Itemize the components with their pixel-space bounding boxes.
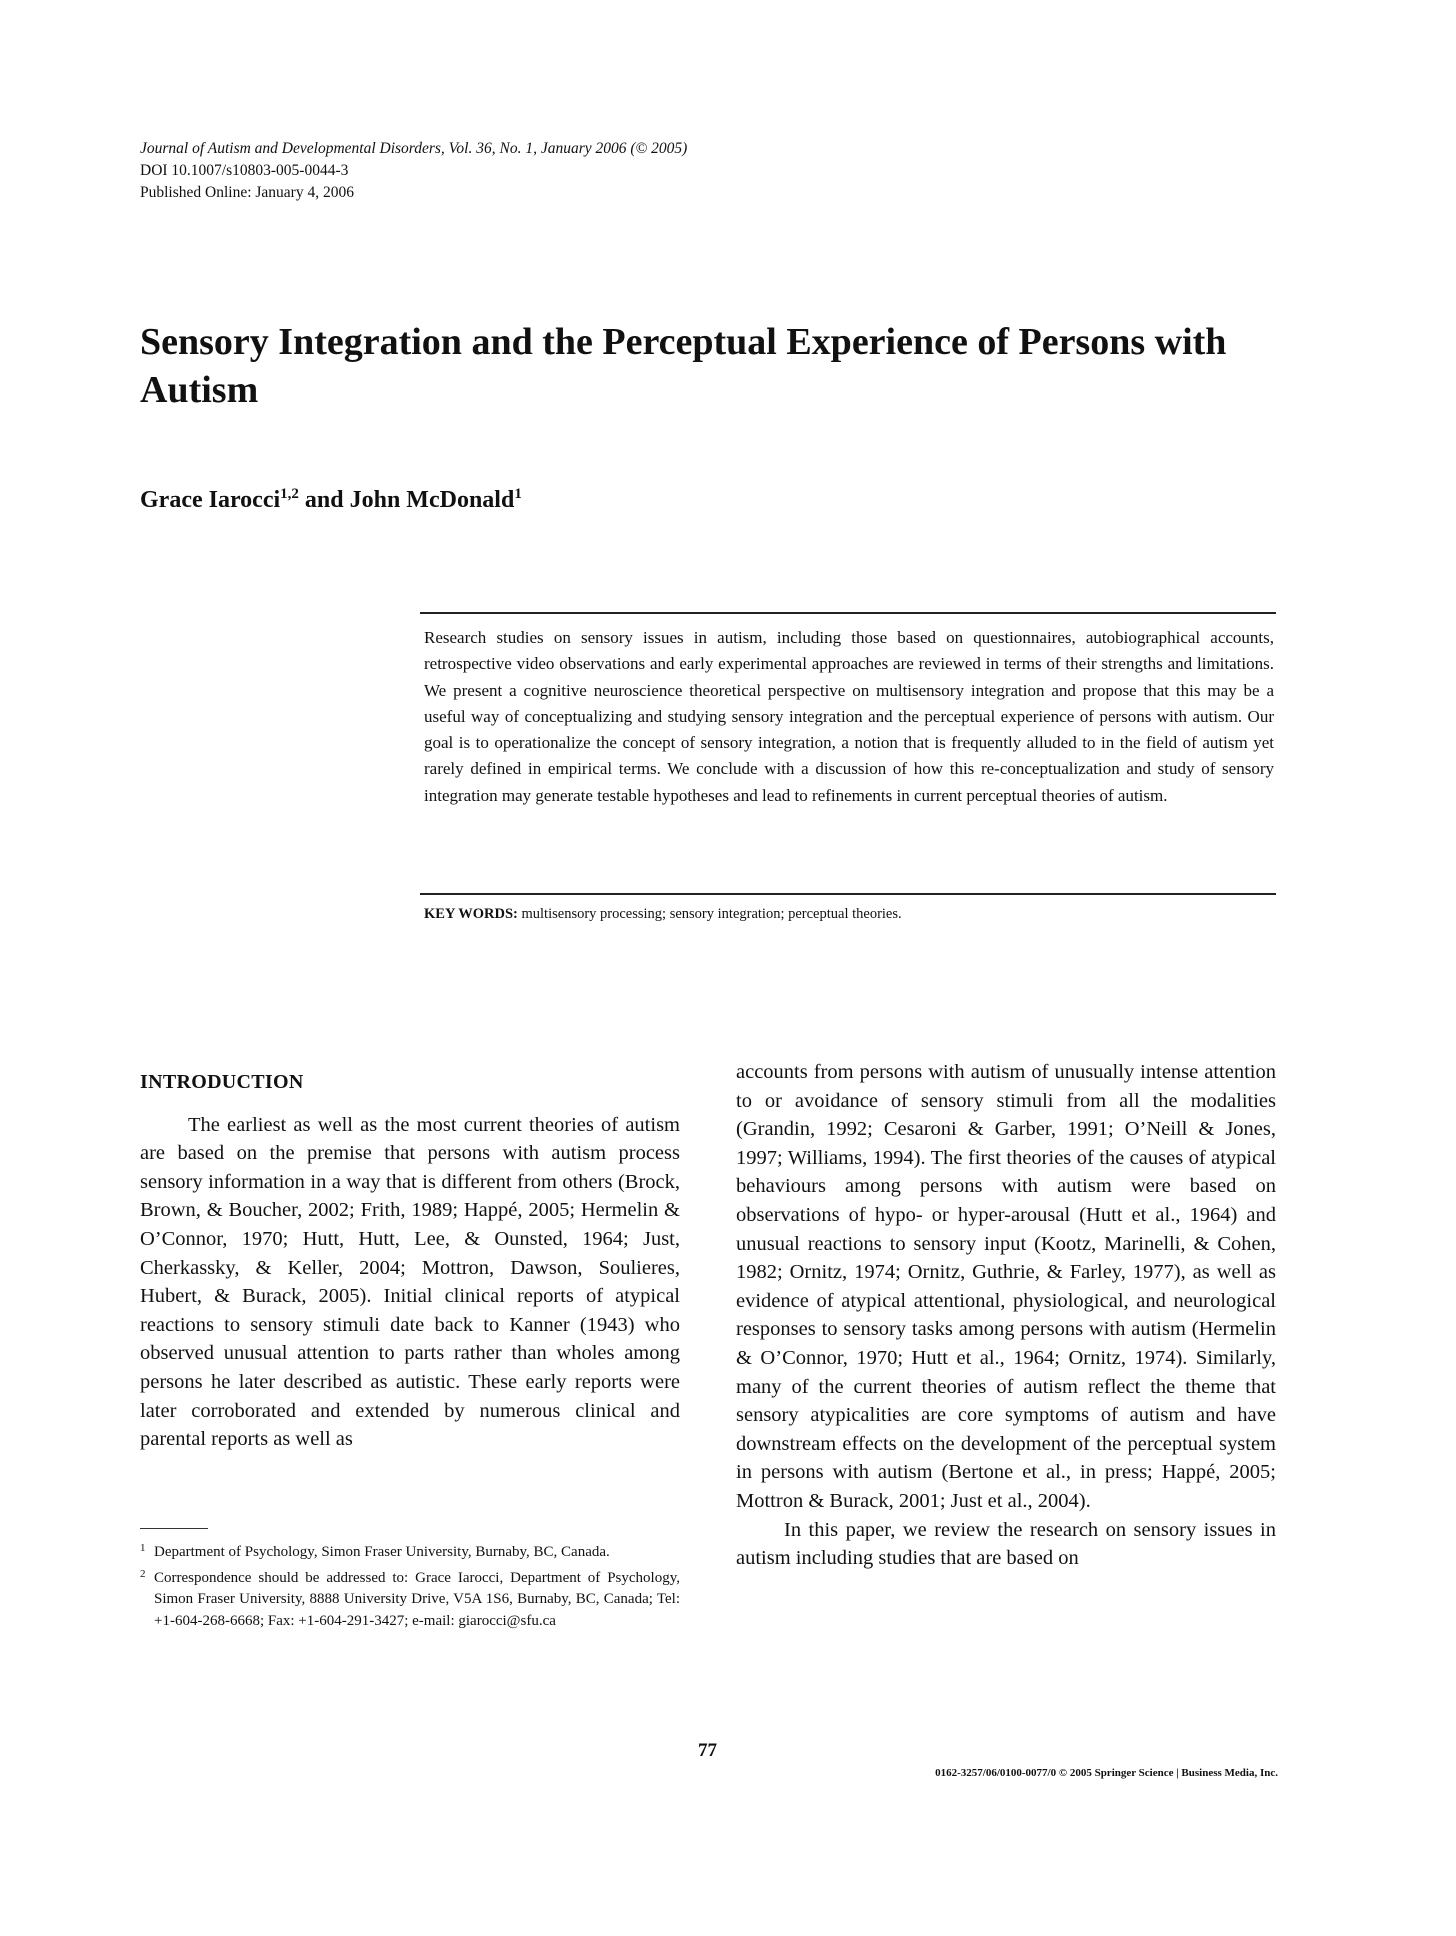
- body-paragraph: accounts from persons with autism of unusually intense attention to or avoidance of sensory stimuli from all the modalities (Grandin, 1992; Cesaroni & Garber, 1991; O’Neill & Jones, 1997; Williams, 1994). The first theories of the causes of atypical behaviours among persons with autism were based on observations of hypo- or hyper-arousal (Hutt et al., 1964) and unusual reactions to sensory input (Kootz, Marinelli, & Cohen, 1982; Ornitz, 1974; Ornitz, Guthrie, & Farley, 1977), as well as evidence of atypical attentional, physiological, and neurological responses to sensory tasks among persons with autism (Hermelin & O’Connor, 1970; Hutt et al., 1964; Ornitz, 1974). Similarly, many of the current theories of autism reflect the theme that sensory atypicalities are core symptoms of autism and have downstream effects on the development of the perceptual system in persons with autism (Bertone et al., in press; Happé, 2005; Mottron & Burack, 2001; Just et al., 2004).: [736, 1061, 1276, 1512]
- author-list: [140, 486, 522, 514]
- published-date: Published Online: January 4, 2006: [140, 184, 354, 201]
- left-column: [140, 1068, 680, 1454]
- journal-citation: Journal of Autism and Developmental Disorders, Vol. 36, No. 1, January 2006 (© 2005): [140, 140, 688, 157]
- abstract: Research studies on sensory issues in autism, including those based on questionnaires, autobiographical accounts, retrospective video observations and early experimental approaches are reviewed in terms of their strengths and limitations. We present a cognitive neuroscience theoretical perspective on multisensory integration and propose that this may be a useful way of conceptualizing and studying sensory integration and the perceptual experience of persons with autism. Our goal is to operationalize the concept of sensory integration, a notion that is frequently alluded to in the field of autism yet rarely defined in empirical terms. We conclude with a discussion of how this re-conceptualization and study of sensory integration may generate testable hypotheses and lead to refinements in current perceptual theories of autism.: [424, 628, 1274, 805]
- keywords-text: multisensory processing; sensory integration; perceptual theories.: [521, 906, 902, 922]
- footnote-mark: 2: [140, 1567, 146, 1580]
- right-column: [736, 1058, 1276, 1573]
- paper-title: Sensory Integration and the Perceptual Experience of Persons with Autism: [140, 321, 1227, 411]
- copyright-line: 0162-3257/06/0100-0077/0 © 2005 Springer Science | Business Media, Inc.: [935, 1767, 1278, 1779]
- footnote: [140, 1568, 680, 1633]
- section-heading: INTRODUCTION: [140, 1071, 304, 1093]
- journal-header: [140, 138, 687, 204]
- page-number: 77: [698, 1740, 717, 1761]
- footnote: [140, 1542, 680, 1564]
- abstract-bottom-rule: [420, 893, 1276, 895]
- author-name: Grace Iarocci: [140, 487, 281, 513]
- keywords: [424, 906, 1274, 923]
- keywords-label: KEY WORDS:: [424, 906, 518, 922]
- footnotes: [140, 1542, 680, 1636]
- author-name: John McDonald: [349, 487, 515, 513]
- footnote-text: Department of Psychology, Simon Fraser University, Burnaby, BC, Canada.: [154, 1544, 610, 1560]
- author-affiliation: 1: [514, 486, 522, 502]
- body-paragraph: The earliest as well as the most current theories of autism are based on the premise that persons with autism process sensory information in a way that is different from others (Brock, Brown, & Boucher, 2002; Frith, 1989; Happé, 2005; Hermelin & O’Connor, 1970; Hutt, Hutt, Lee, & Ounsted, 1964; Just, Cherkassky, & Keller, 2004; Mottron, Dawson, Soulieres, Hubert, & Burack, 2005). Initial clinical reports of atypical reactions to sensory stimuli date back to Kanner (1943) who observed unusual attention to parts rather than wholes among persons he later described as autistic. These early reports were later corroborated and extended by numerous clinical and parental reports as well as: [140, 1113, 680, 1451]
- footnote-text: Correspondence should be addressed to: Grace Iarocci, Department of Psychology, Simon Fraser University, 8888 University Drive, V5A 1S6, Burnaby, BC, Canada; Tel: +1-604-268-6668; Fax: +1-604-291-3427; e-mail: giarocci@sfu.ca: [154, 1569, 680, 1629]
- author-separator: and: [298, 487, 350, 513]
- doi: DOI 10.1007/s10803-005-0044-3: [140, 162, 349, 179]
- footnote-mark: 1: [140, 1542, 146, 1554]
- footnote-rule: [140, 1528, 208, 1529]
- abstract-top-rule: [420, 612, 1276, 614]
- author-affiliation: 1,2: [280, 486, 299, 502]
- body-paragraph: In this paper, we review the research on sensory issues in autism including studies that are based on: [736, 1518, 1276, 1570]
